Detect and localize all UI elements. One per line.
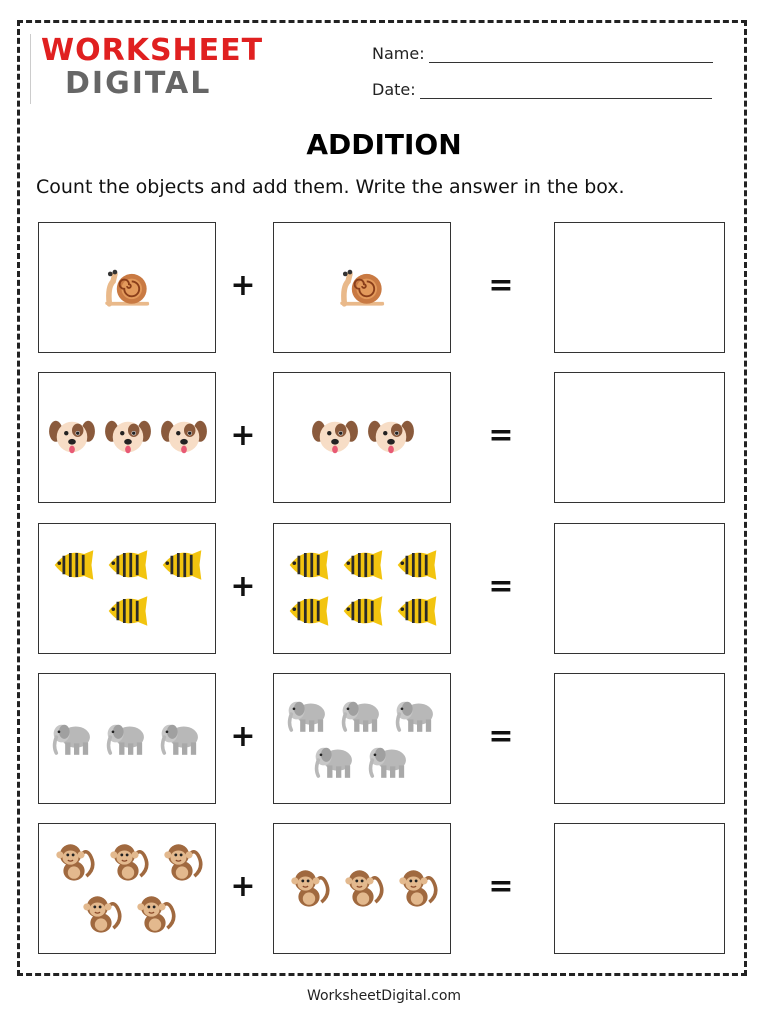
elephant-icon	[394, 696, 440, 738]
right-addend-box	[273, 673, 451, 804]
plus-sign: +	[230, 868, 256, 904]
snail-icon	[335, 264, 391, 314]
left-addend-box	[38, 372, 216, 503]
elephant-icon	[286, 696, 332, 738]
elephant-icon	[367, 742, 413, 784]
dog-icon	[160, 416, 208, 462]
left-icon-group	[45, 530, 211, 649]
answer-box[interactable]	[554, 372, 725, 503]
elephant-icon	[51, 719, 97, 761]
name-label: Name:	[372, 44, 425, 63]
logo-line1: WORKSHEET	[41, 33, 264, 68]
elephant-icon	[340, 696, 386, 738]
answer-box[interactable]	[554, 673, 725, 804]
plus-sign: +	[230, 417, 256, 453]
monkey-icon	[159, 840, 205, 888]
monkey-icon	[286, 866, 332, 914]
right-addend-box	[273, 222, 451, 353]
equals-sign: =	[488, 267, 514, 303]
plus-sign: +	[230, 267, 256, 303]
right-icon-group	[280, 379, 446, 498]
fish-icon	[105, 592, 151, 634]
equals-sign: =	[488, 718, 514, 754]
fish-icon	[105, 546, 151, 588]
elephant-icon	[313, 742, 359, 784]
left-addend-box	[38, 673, 216, 804]
monkey-icon	[394, 866, 440, 914]
fish-icon	[340, 546, 386, 588]
date-line	[420, 84, 712, 99]
fish-icon	[394, 546, 440, 588]
right-addend-box	[273, 823, 451, 954]
left-icon-group	[45, 379, 211, 498]
left-addend-box	[38, 823, 216, 954]
left-icon-group	[45, 229, 211, 348]
fish-icon	[286, 546, 332, 588]
plus-sign: +	[230, 718, 256, 754]
right-icon-group	[280, 229, 446, 348]
snail-icon	[100, 264, 156, 314]
dog-icon	[311, 416, 359, 462]
dog-icon	[367, 416, 415, 462]
right-addend-box	[273, 523, 451, 654]
answer-box[interactable]	[554, 823, 725, 954]
instructions: Count the objects and add them. Write the answer in the box.	[36, 176, 625, 198]
monkey-icon	[78, 892, 124, 940]
right-icon-group	[280, 680, 446, 799]
plus-sign: +	[230, 568, 256, 604]
fish-icon	[159, 546, 205, 588]
page-title: ADDITION	[306, 128, 462, 161]
date-field[interactable]	[372, 80, 712, 99]
monkey-icon	[105, 840, 151, 888]
left-addend-box	[38, 222, 216, 353]
answer-box[interactable]	[554, 222, 725, 353]
dog-icon	[48, 416, 96, 462]
logo-line2: DIGITAL	[65, 66, 212, 101]
right-icon-group	[280, 830, 446, 949]
logo	[30, 33, 264, 104]
right-addend-box	[273, 372, 451, 503]
dog-icon	[104, 416, 152, 462]
left-icon-group	[45, 830, 211, 949]
fish-icon	[394, 592, 440, 634]
answer-box[interactable]	[554, 523, 725, 654]
fish-icon	[286, 592, 332, 634]
monkey-icon	[51, 840, 97, 888]
elephant-icon	[159, 719, 205, 761]
fish-icon	[51, 546, 97, 588]
equals-sign: =	[488, 417, 514, 453]
footer-url: WorksheetDigital.com	[306, 988, 462, 1004]
monkey-icon	[132, 892, 178, 940]
name-line	[429, 48, 713, 63]
equals-sign: =	[488, 868, 514, 904]
left-addend-box	[38, 523, 216, 654]
equals-sign: =	[488, 568, 514, 604]
fish-icon	[340, 592, 386, 634]
right-icon-group	[280, 530, 446, 649]
name-field[interactable]	[372, 44, 713, 63]
monkey-icon	[340, 866, 386, 914]
elephant-icon	[105, 719, 151, 761]
left-icon-group	[45, 680, 211, 799]
date-label: Date:	[372, 80, 416, 99]
